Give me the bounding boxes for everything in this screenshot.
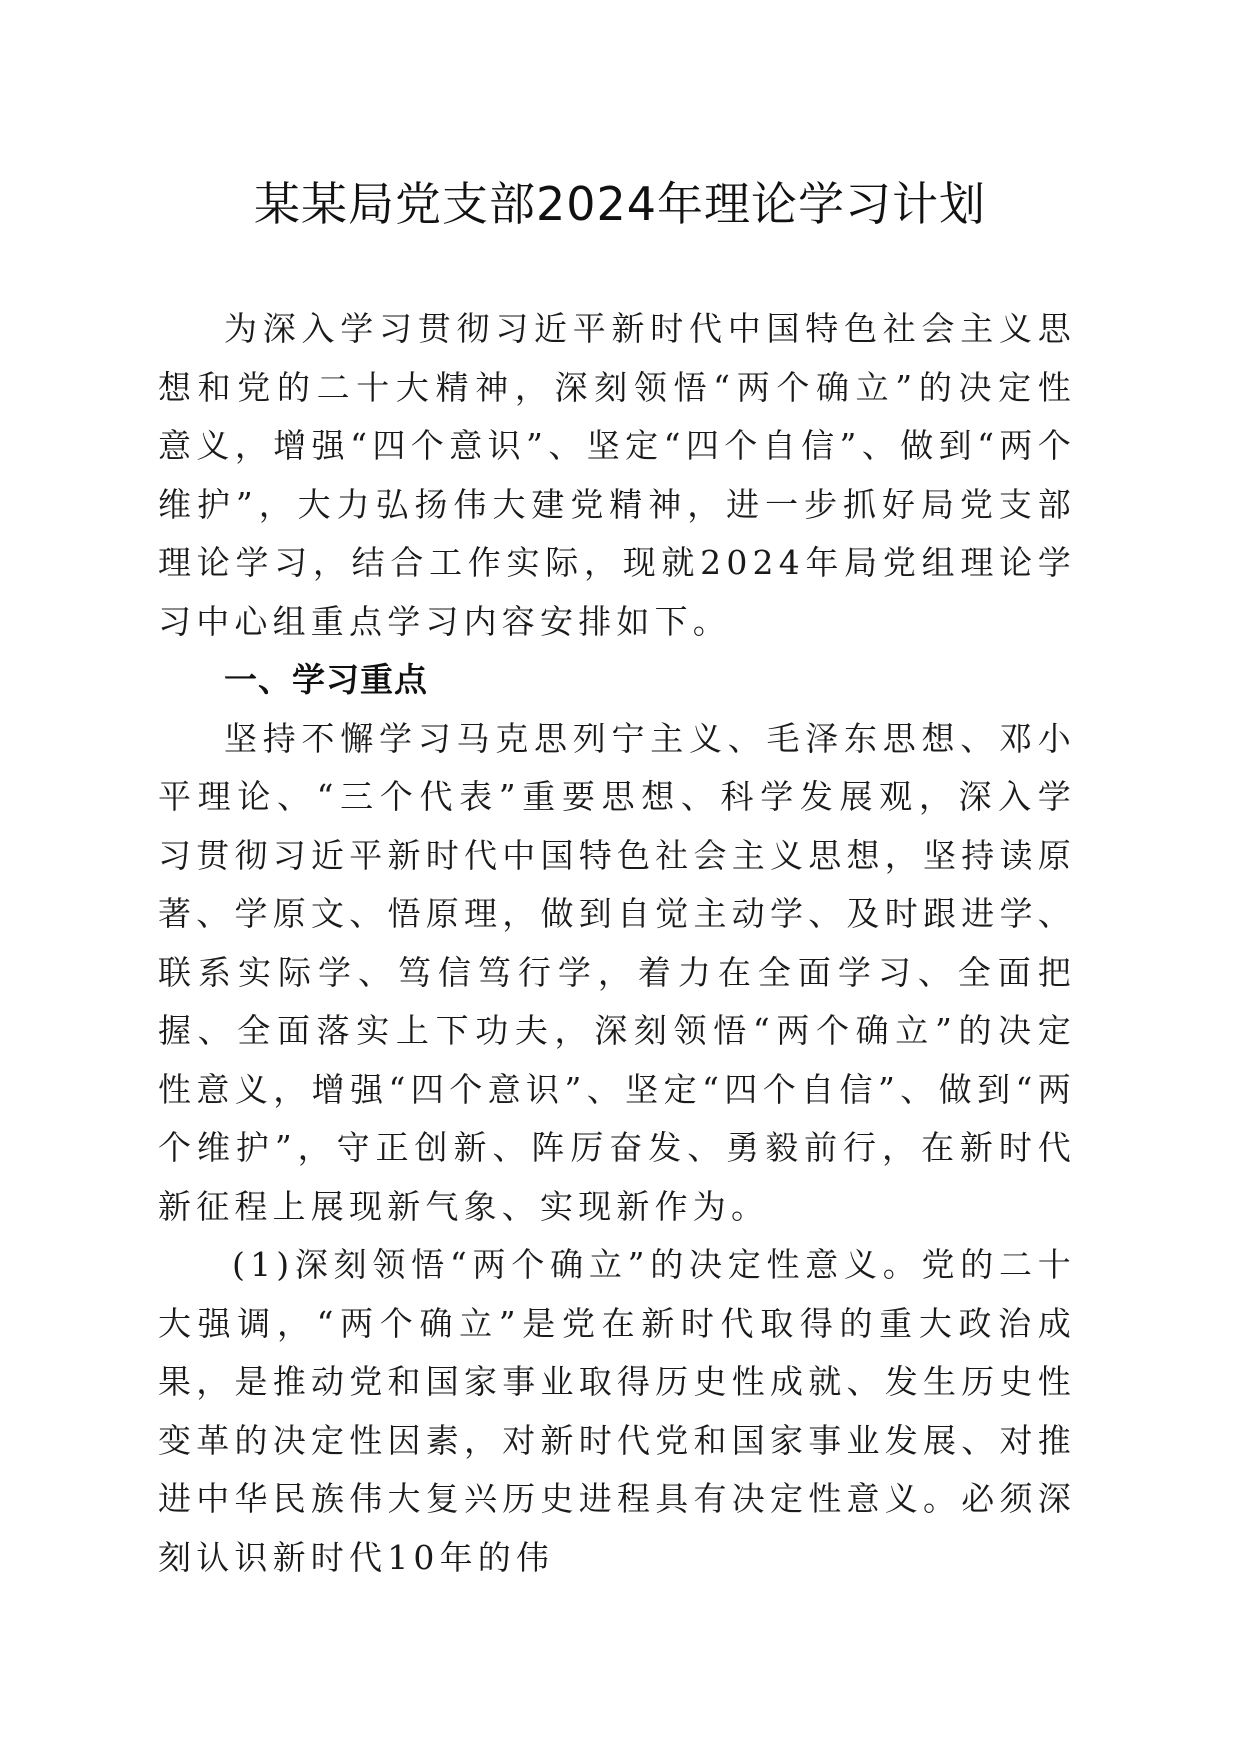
section-heading-study-focus: 一、学习重点 <box>224 660 428 699</box>
study-focus-paragraph: 坚持不懈学习马克思列宁主义、毛泽东思想、邓小平理论、“三个代表”重要思想、科学发展观，深入学习贯彻习近平新时代中国特色社会主义思想，坚持读原著、学原文、悟原理，做到自觉主动学、及时跟进学、联系实际学、笃信笃行学，着力在全面学习、全面把握、全面落实上下功夫，深刻领悟“两个确立”的决定性意义，增强“四个意识”、坚定“四个自信”、做到“两个维护”，守正创新、阵厉奋发、勇毅前行，在新时代新征程上展现新气象、实现新作为。 <box>158 718 1076 1226</box>
document-body <box>158 300 1076 1587</box>
document-title: 某某局党支部2024年理论学习计划 <box>253 177 987 231</box>
intro-paragraph: 为深入学习贯彻习近平新时代中国特色社会主义思想和党的二十大精神，深刻领悟“两个确立”的决定性意义，增强“四个意识”、坚定“四个自信”、做到“两个维护”，大力弘扬伟大建党精神，进一步抓好局党支部理论学习，结合工作实际，现就2024年局党组理论学习中心组重点学习内容安排如下。 <box>158 309 1076 641</box>
item-1-paragraph: (1)深刻领悟“两个确立”的决定性意义。党的二十大强调，“两个确立”是党在新时代取得的重大政治成果，是推动党和国家事业取得历史性成就、发生历史性变革的决定性因素，对新时代党和国家事业发展、对推进中华民族伟大复兴历史进程具有决定性意义。必须深刻认识新时代10年的伟 <box>158 1245 1076 1577</box>
